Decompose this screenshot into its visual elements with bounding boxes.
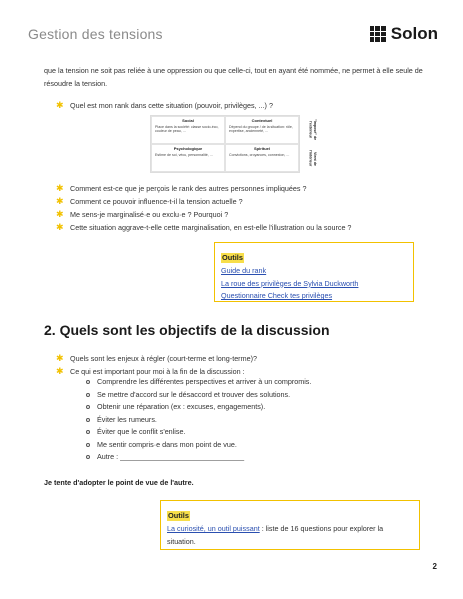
circle-bullet-icon xyxy=(86,418,90,422)
objectives-question-list xyxy=(56,352,426,378)
tools-box-rank xyxy=(214,242,414,302)
list-item: ✱ Comment est-ce que je perçois le rank des autres personnes impliquées ? xyxy=(56,183,307,193)
circle-bullet-icon xyxy=(86,455,90,459)
list-item: Se mettre d'accord sur le désaccord et trouver des solutions. xyxy=(86,389,406,402)
section-heading: 2. Quels sont les objectifs de la discussion xyxy=(44,322,330,338)
page-number: 2 xyxy=(432,562,437,571)
list-item: Éviter les rumeurs. xyxy=(86,414,406,427)
rank-table xyxy=(150,115,320,173)
side-label-interieur: Vient de l'intérieur xyxy=(308,150,317,167)
tools-description: La curiosité, un outil puissant : liste de 16 questions pour explorer la xyxy=(167,524,384,533)
star-bullet-icon: ✱ xyxy=(56,222,64,232)
objectives-sub-list xyxy=(86,376,406,464)
star-bullet-icon: ✱ xyxy=(56,209,64,219)
document-title: Gestion des tensions xyxy=(28,26,163,42)
circle-bullet-icon xyxy=(86,393,90,397)
list-item: ✱ Quel est mon rank dans cette situation (pouvoir, privilèges, ...) ? xyxy=(56,100,273,110)
circle-bullet-icon xyxy=(86,405,90,409)
tools-title: Outils xyxy=(222,253,243,262)
star-bullet-icon: ✱ xyxy=(56,183,64,193)
logo-text: Solon xyxy=(390,24,438,43)
grid-logo-icon xyxy=(370,26,386,42)
list-item: ✱ Ce qui est important pour moi à la fin de la discussion : xyxy=(56,366,245,376)
rank-cell-spirituel: Spirituel Convictions, croyances, connexion, ... xyxy=(225,144,299,172)
list-item: ✱ Comment ce pouvoir influence-t-il la tension actuelle ? xyxy=(56,196,243,206)
list-item: ✱ Quels sont les enjeux à régler (court-terme et long-terme)? xyxy=(56,353,257,363)
circle-bullet-icon xyxy=(86,380,90,384)
perspective-statement: Je tente d'adopter le point de vue de l'autre. xyxy=(44,478,194,487)
list-item: ✱ Me sens-je marginalisé·e ou exclu·e ? Pourquoi ? xyxy=(56,209,229,219)
solon-logo xyxy=(370,24,438,44)
link-check-tes-privileges[interactable]: Questionnaire Check tes privilèges xyxy=(221,291,333,300)
circle-bullet-icon xyxy=(86,430,90,434)
list-item: ✱ Cette situation aggrave-t-elle cette marginalisation, en est-elle l'illustration ou la source ? xyxy=(56,222,352,232)
link-guide-du-rank[interactable]: Guide du rank xyxy=(221,266,267,275)
rank-cell-psychologique: Psychologique Estime de soi, vécu, personnalité, ... xyxy=(151,144,225,172)
rank-question-list xyxy=(56,99,426,112)
rank-followup-list xyxy=(56,182,426,234)
list-item: Obtenir une réparation (ex : excuses, engagements). xyxy=(86,401,406,414)
link-curiosite-outil-puissant[interactable]: La curiosité, un outil puissant xyxy=(167,524,260,533)
star-bullet-icon: ✱ xyxy=(56,366,64,376)
list-item: Comprendre les différentes perspectives et arriver à un compromis. xyxy=(86,376,406,389)
star-bullet-icon: ✱ xyxy=(56,353,64,363)
rank-cell-contextuel: Contextuel Dépend du groupe / de la situation: rôle, expertise, ancienneté, ... xyxy=(225,116,299,144)
side-label-exterieur: "Imposé" de l'extérieur xyxy=(308,119,317,141)
star-bullet-icon: ✱ xyxy=(56,100,64,110)
rank-cell-social: Social Place dans la société: classe socio-éco, couleur de peau, ... xyxy=(151,116,225,144)
tools-box-curiosite xyxy=(160,500,420,550)
link-roue-des-privileges[interactable]: La roue des privilèges de Sylvia Duckworth xyxy=(221,278,359,288)
intro-paragraph: que la tension ne soit pas reliée à une oppression ou que celle-ci, tout en ayant été nommée, ne permet à elle seule de résoudre la tension. xyxy=(44,66,423,88)
tools-description-cont: situation. xyxy=(167,536,196,546)
circle-bullet-icon xyxy=(86,443,90,447)
list-item: Autre : _______________________________ xyxy=(86,451,406,464)
list-item: Me sentir compris·e dans mon point de vue. xyxy=(86,439,406,452)
tools-title: Outils xyxy=(168,511,189,520)
star-bullet-icon: ✱ xyxy=(56,196,64,206)
list-item: Éviter que le conflit s'enlise. xyxy=(86,426,406,439)
page-header xyxy=(28,24,438,48)
